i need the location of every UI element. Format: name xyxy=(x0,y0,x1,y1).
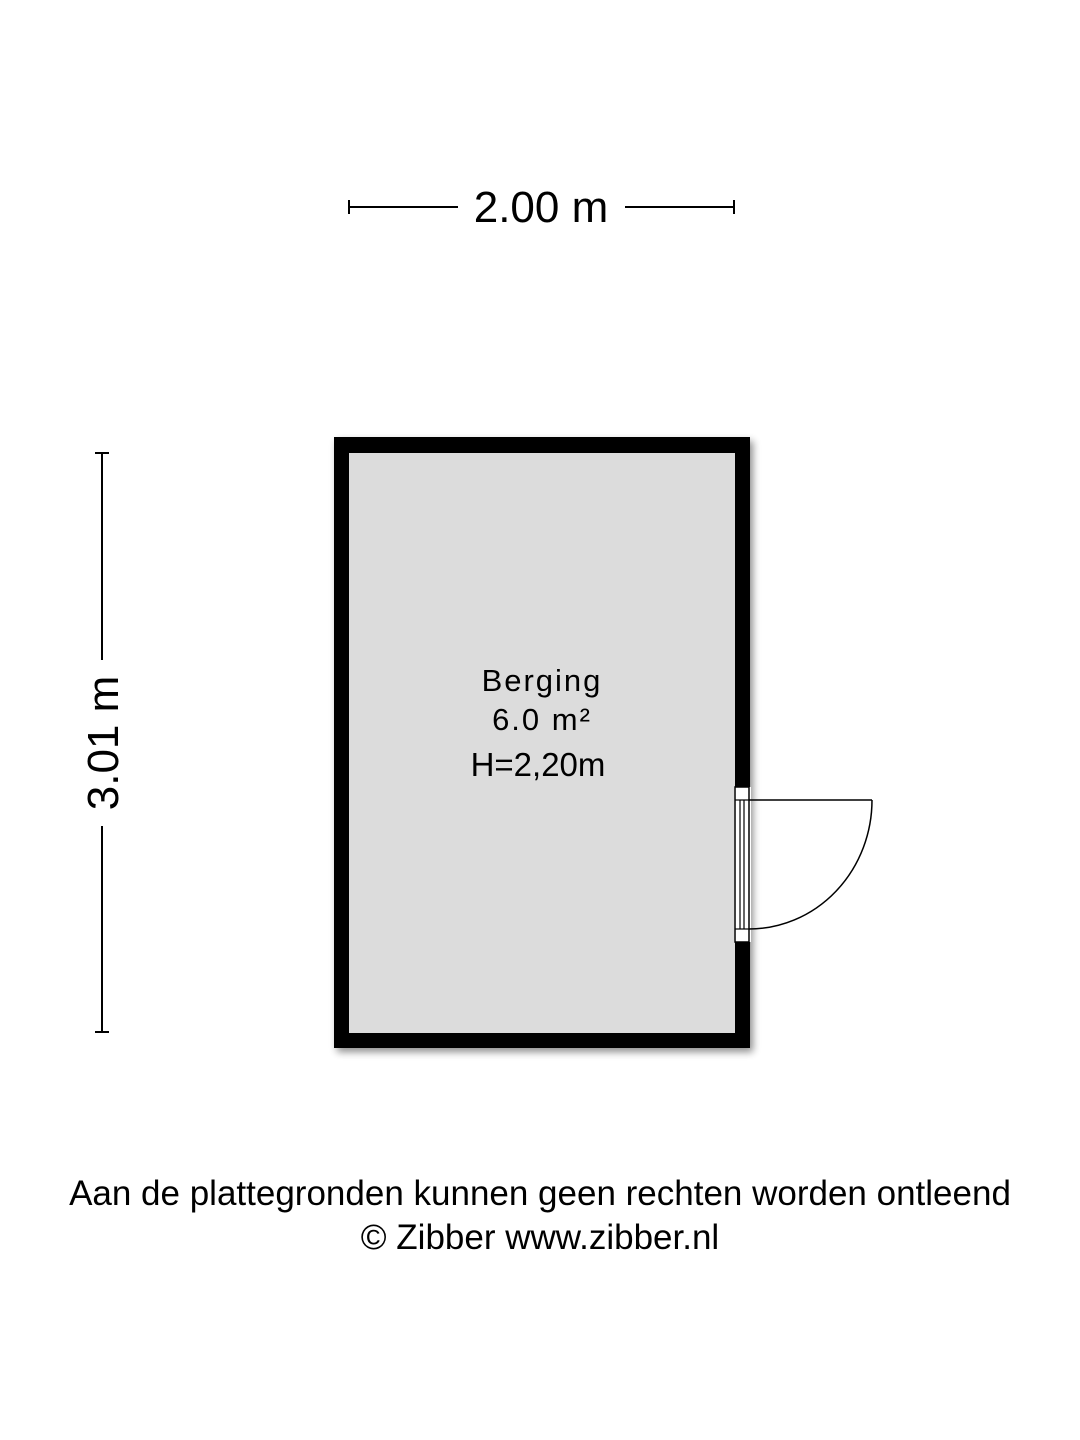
room-name: Berging xyxy=(481,663,603,698)
footer-copyright: © Zibber www.zibber.nl xyxy=(360,1218,720,1257)
room-area: 6.0 m² xyxy=(492,702,592,737)
footer-disclaimer: Aan de plattegronden kunnen geen rechten worden ontleend xyxy=(69,1174,1011,1213)
door-frame xyxy=(735,787,749,942)
room-ceiling-height: H=2,20m xyxy=(470,746,606,783)
room-berging xyxy=(334,437,872,1048)
height-dimension xyxy=(79,453,128,1032)
door-swing-arc xyxy=(749,800,872,929)
room-floor xyxy=(349,453,735,1033)
width-dimension xyxy=(349,183,734,232)
height-dimension-label: 3.01 m xyxy=(79,675,128,811)
width-dimension-label: 2.00 m xyxy=(473,183,609,232)
